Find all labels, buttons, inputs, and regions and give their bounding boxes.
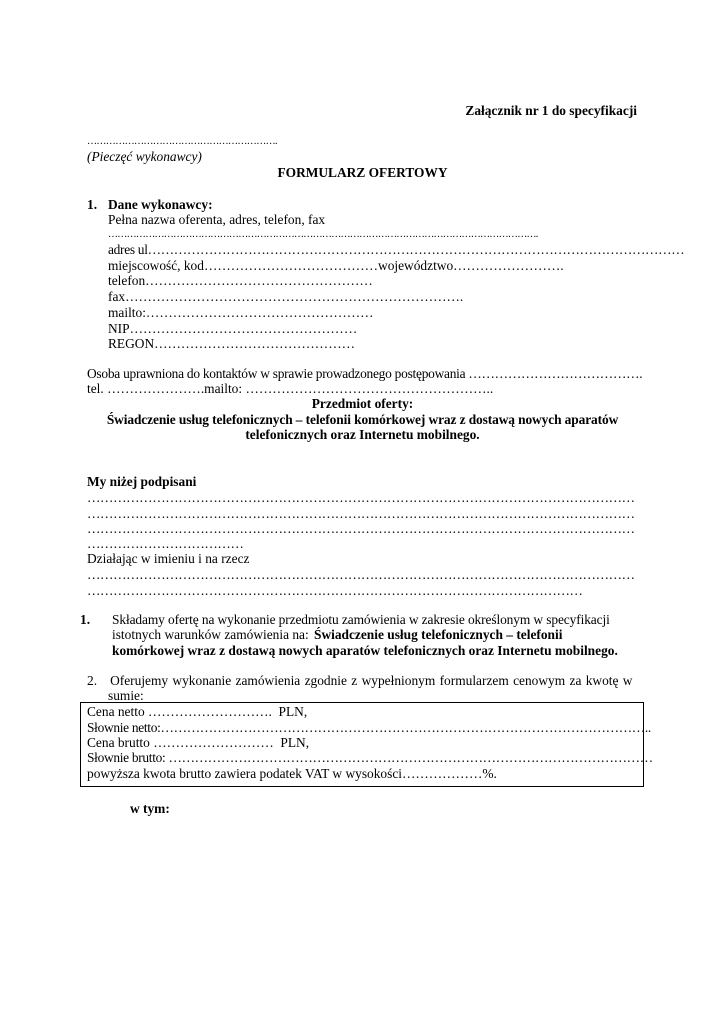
acting-line-2: …………………………………………………………………………………………………… (87, 583, 583, 598)
attachment-label: Załącznik nr 1 do specyfikacji (465, 103, 637, 118)
signatories-line-1: ……………………………………………………………………………………………………………… (87, 490, 635, 505)
signatories-line-3: ……………………………………………………………………………………………………………… (87, 521, 635, 536)
subject-line-1: Świadczenie usług telefonicznych – telefonii komórkowej wraz z dostawą nowych aparatów (106, 412, 619, 427)
full-name-line: …………………………………………………………………………………………………………………………. (108, 229, 538, 240)
acting-label: Działając w imieniu i na rzecz (87, 551, 250, 566)
pricing-line-1: 2. Oferujemy wykonanie zamówienia zgodnie z wypełnionym formularzem cenowym za kwotę w (87, 673, 633, 688)
offer-line-2a: istotnych warunków zamówienia na: (112, 627, 309, 642)
subject-line-2: telefonicznych oraz Internetu mobilnego. (245, 427, 480, 442)
gross-price-line: Cena brutto ……………………… PLN, (87, 735, 310, 750)
offer-number: 1. (80, 612, 91, 627)
including-label: w tym: (130, 801, 170, 816)
stamp-dotted-line: ……………………………………………………. (87, 136, 277, 147)
address-line: adres ul…………………………………………………………………………………………………………… (108, 242, 685, 257)
mail-line: mailto:…………………………………………… (108, 305, 374, 320)
contact-tel-mail-line: tel. ………………….mailto: ……………………………………………….. (87, 381, 494, 396)
contractor-number: 1. (87, 197, 98, 212)
signatories-line-4: ……………………………… (87, 536, 244, 551)
subject-heading: Przedmiot oferty: (311, 396, 414, 411)
contact-person-line: Osoba uprawniona do kontaktów w sprawie prowadzonego postępowania …………………………………. (87, 366, 643, 381)
offer-line-3: komórkowej wraz z dostawą nowych aparatów telefonicznych oraz Internetu mobilnego. (112, 643, 618, 658)
signatories-heading: My niżej podpisani (87, 474, 197, 489)
gross-words-line: Słownie brutto: ………………………………………………………………………………………………… (87, 750, 653, 765)
net-words-line: Słownie netto:………………………………………………………………………………………………….. (87, 720, 651, 735)
net-price-line: Cena netto ………………………. PLN, (87, 704, 308, 719)
city-region-line: miejscowość, kod…………………………………województwo……………………. (108, 258, 564, 273)
stamp-label: (Pieczęć wykonawcy) (87, 149, 202, 164)
nip-line: NIP…………………………………………… (108, 321, 358, 336)
offer-line-2b: Świadczenie usług telefonicznych – telefonii (314, 627, 563, 642)
full-name-label: Pełna nazwa oferenta, adres, telefon, fax (108, 212, 326, 227)
vat-line: powyższa kwota brutto zawiera podatek VAT w wysokości………………%. (87, 766, 497, 781)
signatories-line-2: ……………………………………………………………………………………………………………… (87, 506, 635, 521)
offer-line-1: Składamy ofertę na wykonanie przedmiotu zamówienia w zakresie określonym w specyfikacji (112, 612, 610, 627)
fax-line: fax…………………………………………………………………. (108, 289, 464, 304)
form-title: FORMULARZ OFERTOWY (277, 165, 448, 180)
phone-line: telefon…………………………………………… (108, 273, 373, 288)
contractor-heading: Dane wykonawcy: (108, 197, 213, 212)
regon-line: REGON……………………………………… (108, 336, 355, 351)
pricing-line-2: sumie: (108, 688, 144, 703)
acting-line-1: ……………………………………………………………………………………………………………… (87, 567, 635, 582)
